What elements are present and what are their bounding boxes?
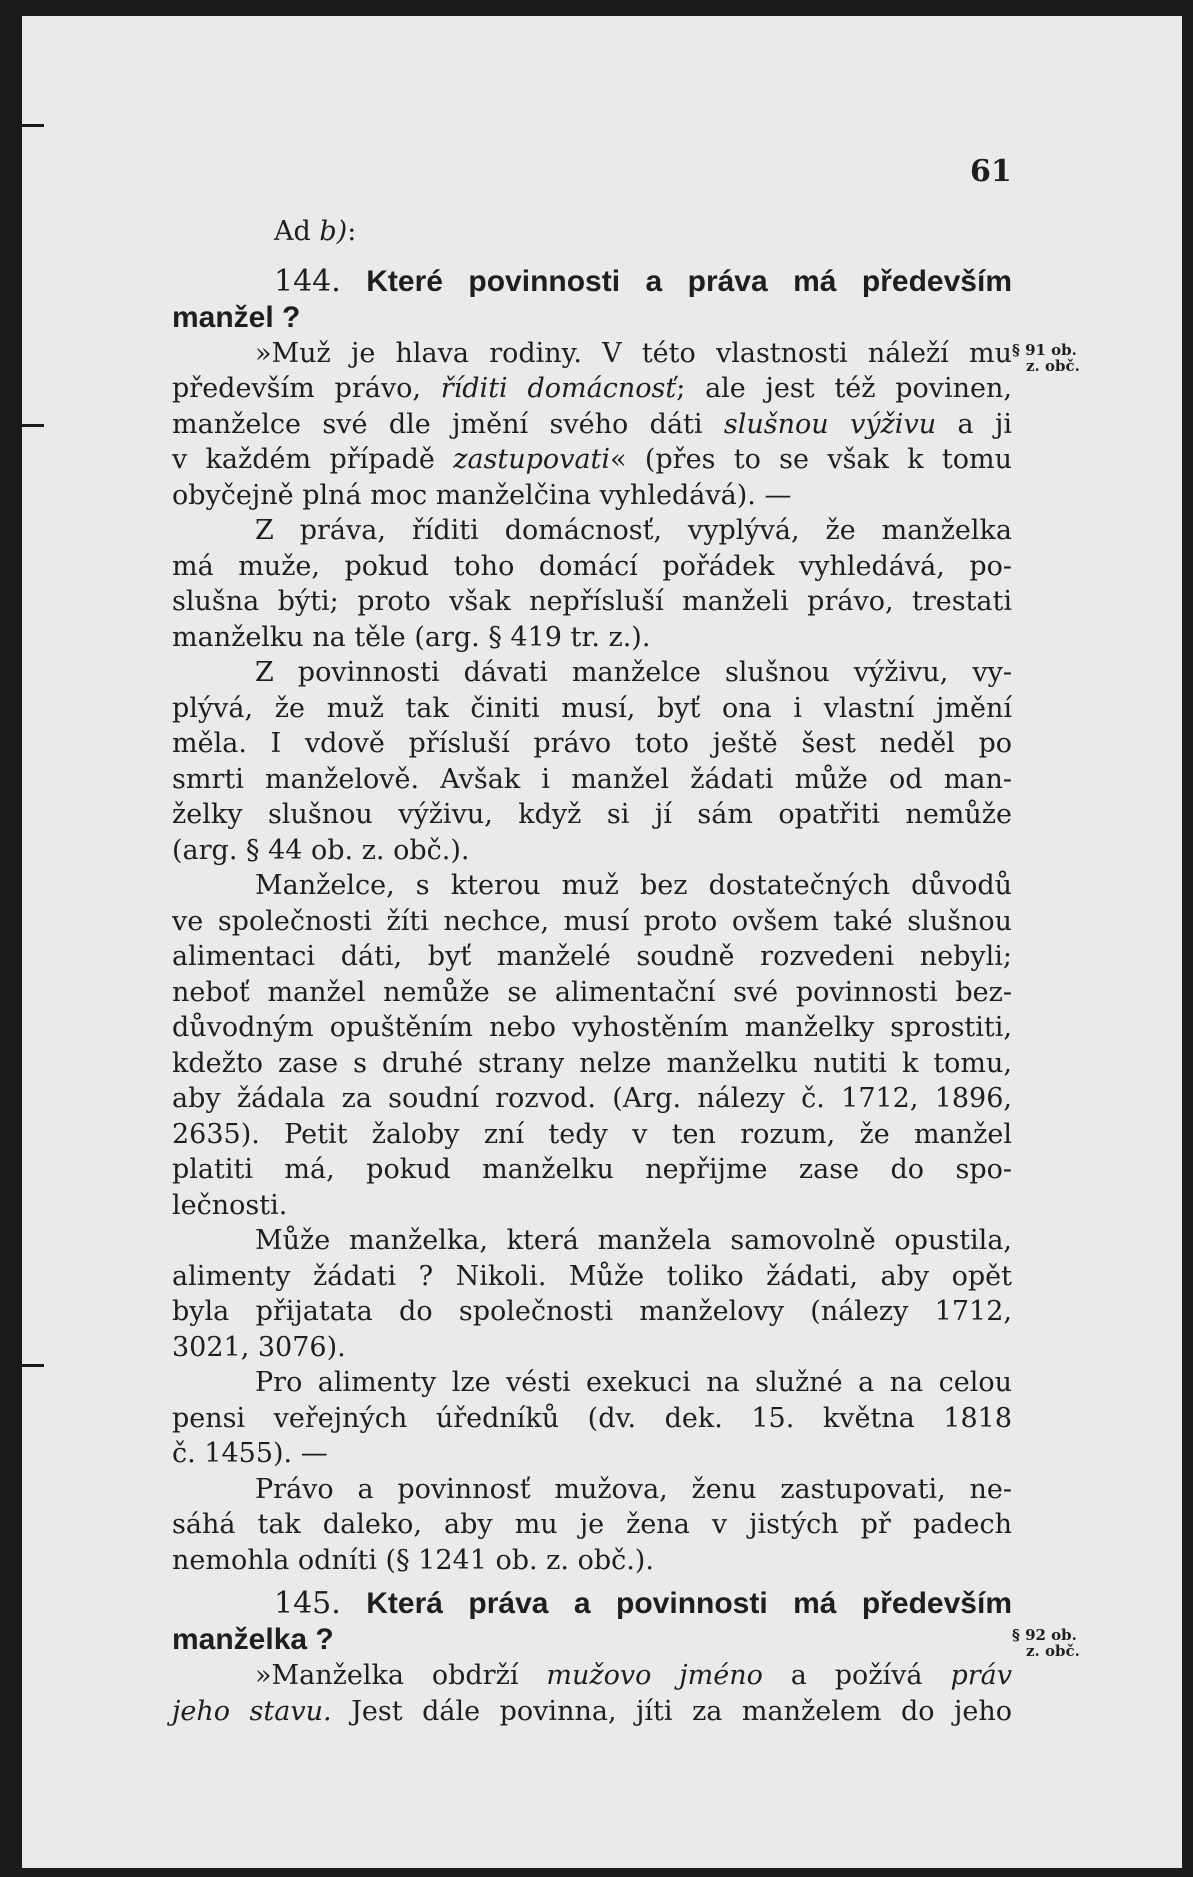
page-number: 61 xyxy=(970,154,1012,189)
margin-note-91: § 91 ob. z. obč. xyxy=(1012,341,1080,375)
text-body xyxy=(172,214,1012,1729)
source-lines xyxy=(0,0,1,1)
edge-mark xyxy=(22,1364,44,1367)
question-144-answer: »Muž je hlava rodiny. V této vlastnosti náleží mu především právo, říditi domácnosť; ale jest též povinen, manželce své dle jmění svého dáti slušnou výživu a ji v každém případě zastupovati« (přes to se však k tomu obyčejně plná moc manželčina vyhledává). — Z práva, říditi domácnosť, vyplývá, že manželka má muže, pokud toho domácí pořádek vyhledává, po- slušna býti; proto však nepřísluší manželi právo, trestati manželku na těle (arg. § 419 tr. z.). Z povinnosti dávati manželce slušnou výživu, vy- plývá, že muž tak činiti musí, byť ona i vlastní jmění měla. I vdově přísluší právo toto ještě šest neděl po smrti manželově. Avšak i manžel žádati může od man- želky slušnou výživu, když si jí sám opatřiti nemůže (arg. § 44 ob. z. obč.). Manželce, s kterou muž bez dostatečných důvodů ve společnosti žíti nechce, musí proto ovšem také slušnou alimentaci dáti, byť manželé soudně rozvedeni nebyli; neboť manžel nemůže se alimentační své povinnosti bez- důvodným opuštěním nebo vyhostěním manželky sprostiti, kdežto zase s druhé strany nelze manželku nutiti k tomu, aby žádala za soudní rozvod. (Arg. nálezy č. 1712, 1896, 2635). Petit žaloby zní tedy v ten rozum, že manžel platiti má, pokud manželku nepřijme zase do spo- lečnosti. Může manželka, která manžela samovolně opustila, alimenty žádati ? Nikoli. Může toliko žádati, aby opět byla přijatata do společnosti manželovy (nálezy 1712, 3021, 3076). Pro alimenty lze vésti exekuci na služné a na celou pensi veřejných úředníků (dv. dek. 15. května 1818 č. 1455). — Právo a povinnosť mužova, ženu zastupovati, ne- sáhá tak daleko, aby mu je žena v jistých př padech nemohla odníti (§ 1241 ob. z. obč.). xyxy=(172,337,1013,1576)
edge-mark xyxy=(22,124,44,127)
margin-note-92: § 92 ob. z. obč. xyxy=(1012,1626,1080,1660)
question-145-answer: »Manželka obdrží mužovo jméno a požívá práv jeho stavu. Jest dále povinna, jíti za manželem do jeho xyxy=(172,1660,1013,1727)
question-144-heading: 144. Které povinnosti a práva má především manžel ? xyxy=(172,263,1012,334)
ad-heading: Ad b): xyxy=(274,216,357,247)
edge-mark xyxy=(22,424,44,427)
question-145-heading: 145. Která práva a povinnosti má především manželka ? xyxy=(172,1586,1012,1656)
book-page xyxy=(22,16,1182,1868)
